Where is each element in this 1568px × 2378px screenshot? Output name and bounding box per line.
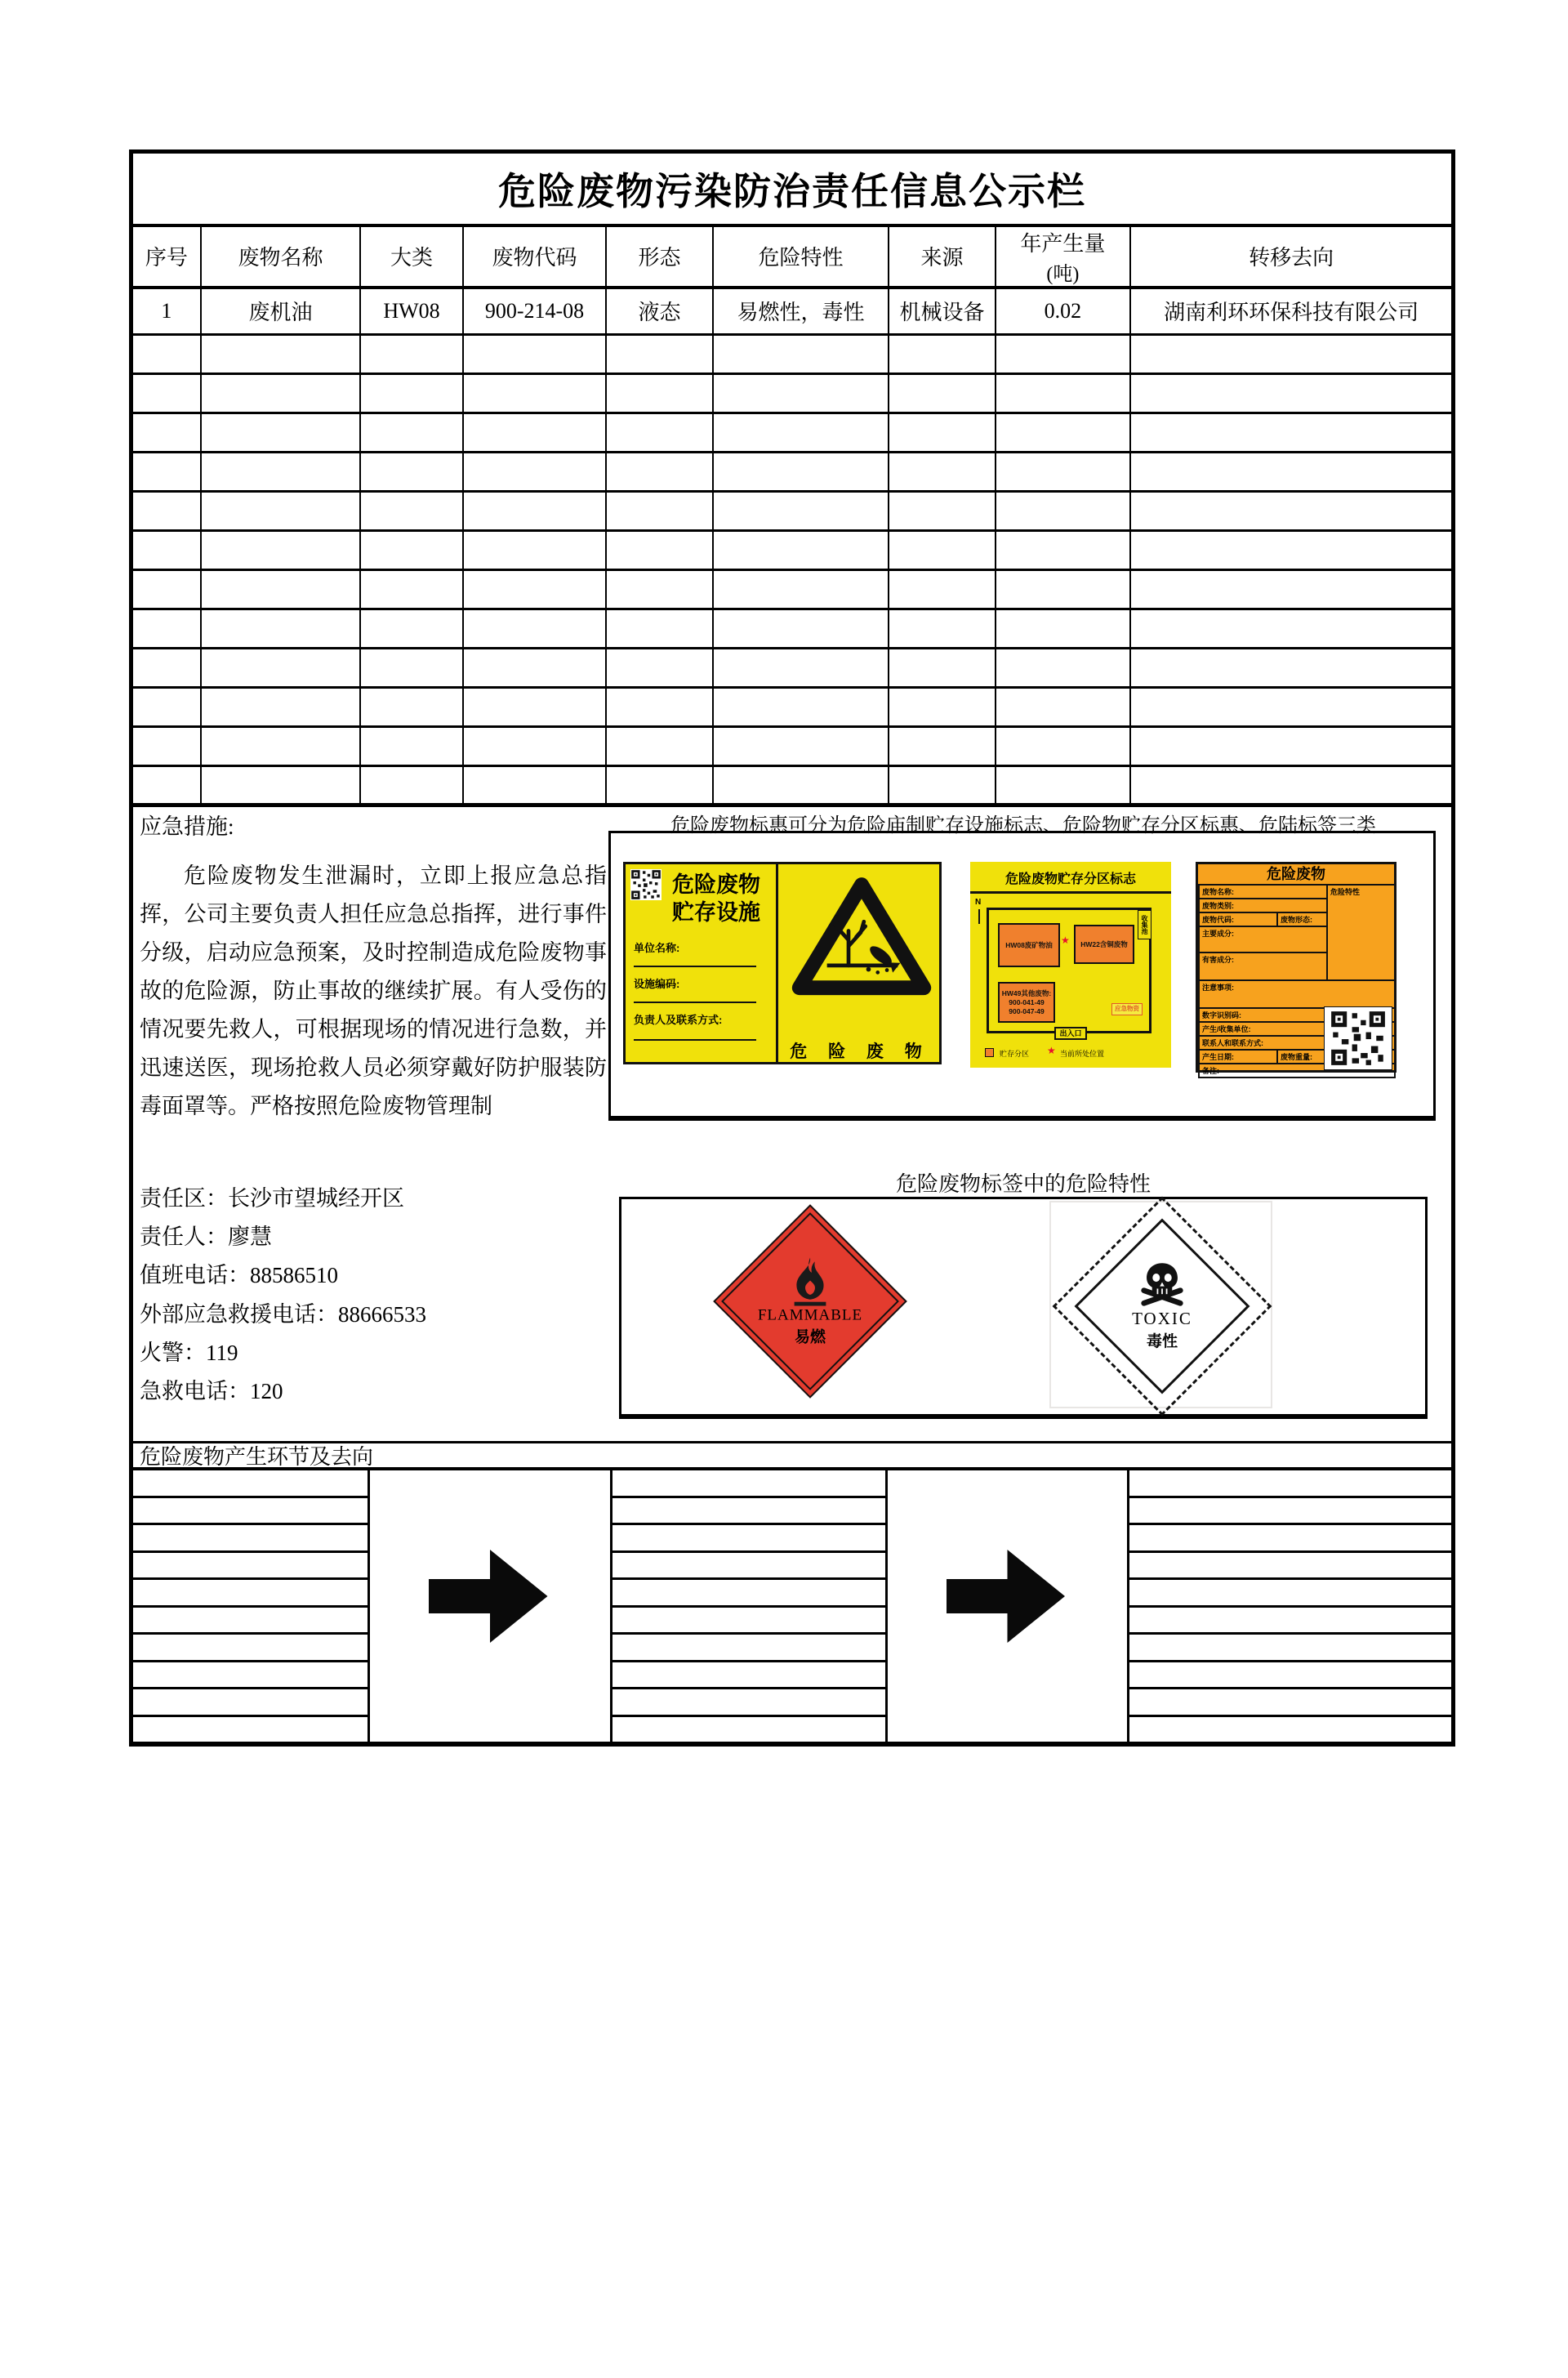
empty-cell — [1130, 649, 1453, 688]
empty-cell — [1130, 335, 1453, 374]
empty-cell — [606, 335, 712, 374]
duty-phone: 值班电话：88586510 — [140, 1263, 338, 1287]
flow-row — [1129, 1580, 1451, 1608]
empty-cell — [1130, 492, 1453, 531]
empty-table-row — [131, 453, 1454, 492]
arrow-right-icon — [947, 1535, 1069, 1657]
north-indicator: N — [975, 898, 982, 907]
empty-cell — [606, 688, 712, 727]
hazard-characteristics-title: 危险废物标签中的危险特性 — [895, 1172, 1151, 1196]
flow-section — [129, 1470, 1455, 1747]
empty-cell — [463, 766, 607, 805]
empty-cell — [996, 413, 1131, 453]
empty-table-row — [131, 766, 1454, 805]
unit-name-field: 单位名称: — [634, 942, 680, 954]
empty-cell — [996, 688, 1131, 727]
responsible-contact-field: 负责人及联系方式: — [634, 1014, 723, 1026]
flow-row — [1129, 1498, 1451, 1526]
col-header-index: 序号 — [131, 225, 201, 288]
flow-row — [133, 1470, 368, 1498]
tag-field-form: 废物形态: — [1277, 912, 1327, 926]
empty-cell — [360, 688, 462, 727]
empty-cell — [463, 688, 607, 727]
tag-field-category: 废物类别: — [1199, 899, 1327, 912]
flow-row — [612, 1689, 885, 1717]
responsibility-area: 责任区：长沙市望城经开区 — [140, 1186, 404, 1211]
empty-table-row — [131, 413, 1454, 453]
annual-output-unit: (吨) — [1046, 263, 1080, 285]
flow-row — [612, 1580, 885, 1608]
flow-row — [133, 1717, 368, 1742]
empty-cell — [201, 335, 361, 374]
empty-cell — [360, 413, 462, 453]
empty-cell — [606, 453, 712, 492]
emergency-measures-label: 应急措施: — [140, 814, 234, 839]
flow-row — [133, 1553, 368, 1581]
empty-cell — [201, 609, 361, 649]
flow-row — [133, 1635, 368, 1662]
skull-crossbones-icon — [1133, 1261, 1192, 1309]
storage-label-title: 危险废物 贮存设施 — [672, 872, 760, 925]
storage-label-bottom-text: 危 险 废 物 — [790, 1042, 930, 1061]
blank-line — [634, 966, 756, 967]
empty-cell — [889, 609, 995, 649]
empty-cell — [201, 727, 361, 766]
empty-cell — [889, 413, 995, 453]
empty-cell — [463, 335, 607, 374]
north-arrow-icon — [978, 909, 980, 924]
empty-cell — [360, 531, 462, 570]
empty-cell — [889, 453, 995, 492]
empty-cell — [1130, 609, 1453, 649]
empty-cell — [131, 374, 201, 413]
qr-code-icon — [630, 869, 662, 900]
toxic-panel — [1049, 1201, 1272, 1408]
tag-field-notes: 注意事项: — [1199, 980, 1395, 1008]
table-title-row — [131, 152, 1454, 225]
empty-cell — [996, 335, 1131, 374]
empty-table-row — [131, 688, 1454, 727]
empty-cell — [1130, 453, 1453, 492]
star-legend-text: 当前所处位置 — [1060, 1050, 1105, 1058]
empty-cell — [606, 413, 712, 453]
empty-cell — [1130, 374, 1453, 413]
empty-cell — [713, 649, 889, 688]
tag-field-code: 废物代码: — [1199, 912, 1277, 926]
empty-cell — [889, 688, 995, 727]
empty-cell — [606, 609, 712, 649]
flow-section-heading: 危险废物产生环节及去向 — [129, 1441, 1455, 1470]
empty-cell — [131, 335, 201, 374]
toxic-en-text: TOXIC — [1132, 1309, 1192, 1328]
tag-field-date: 产生日期: — [1199, 1050, 1277, 1064]
empty-cell — [606, 570, 712, 609]
empty-cell — [463, 727, 607, 766]
empty-cell — [996, 492, 1131, 531]
blank-line — [634, 1002, 756, 1003]
tag-field-name: 废物名称: — [1199, 885, 1327, 899]
empty-cell — [713, 688, 889, 727]
empty-cell — [889, 766, 995, 805]
empty-cell — [131, 453, 201, 492]
zoning-sign-label — [970, 862, 1171, 1068]
flow-row — [1129, 1525, 1451, 1553]
col-header-waste-name: 废物名称 — [201, 225, 361, 288]
empty-cell — [713, 453, 889, 492]
empty-cell — [360, 335, 462, 374]
page-title: 危险废物污染防治责任信息公示栏 — [131, 152, 1454, 225]
zone-hw49: HW49其他废物: 900-041-49 900-047-49 — [998, 982, 1055, 1023]
empty-cell — [463, 609, 607, 649]
flow-row — [133, 1498, 368, 1526]
empty-cell — [463, 453, 607, 492]
flow-column-destination — [1129, 1470, 1451, 1742]
flow-row — [133, 1662, 368, 1690]
flow-gap — [888, 1470, 1129, 1742]
empty-cell — [201, 413, 361, 453]
flow-column-source — [133, 1470, 370, 1742]
hazard-signs-box — [608, 831, 1436, 1121]
empty-cell — [996, 766, 1131, 805]
tag-field-digital-id: 数字识别码: — [1199, 1008, 1395, 1022]
cell-category: HW08 — [360, 288, 462, 335]
empty-cell — [1130, 688, 1453, 727]
cell-waste-code: 900-214-08 — [463, 288, 607, 335]
medical-phone: 急救电话：120 — [140, 1379, 283, 1403]
flammable-content — [720, 1256, 900, 1347]
empty-cell — [996, 727, 1131, 766]
col-header-transfer: 转移去向 — [1130, 225, 1453, 288]
empty-cell — [606, 649, 712, 688]
flow-row — [612, 1498, 885, 1526]
flow-row — [612, 1635, 885, 1662]
flow-row — [1129, 1717, 1451, 1742]
flame-icon — [783, 1256, 837, 1307]
flow-row — [1129, 1689, 1451, 1717]
flow-row — [1129, 1662, 1451, 1690]
empty-cell — [713, 374, 889, 413]
empty-cell — [889, 531, 995, 570]
zone-legend-text: 贮存分区 — [1000, 1050, 1030, 1058]
blank-line — [634, 1039, 756, 1041]
empty-cell — [131, 649, 201, 688]
empty-cell — [713, 492, 889, 531]
tag-field-weight: 废物重量: — [1277, 1050, 1395, 1064]
waste-tag-label — [1196, 862, 1396, 1073]
empty-cell — [360, 609, 462, 649]
empty-cell — [360, 727, 462, 766]
cell-hazard: 易燃性，毒性 — [713, 288, 889, 335]
tag-field-harmful: 有害成分: — [1199, 953, 1327, 980]
cell-index: 1 — [131, 288, 201, 335]
empty-cell — [996, 570, 1131, 609]
empty-cell — [713, 531, 889, 570]
signs-intro-text: 危险废物标惠可分为危险庙制贮存设施标志、危险物贮存分区标惠、危陆标签三类 — [670, 815, 1376, 837]
empty-cell — [131, 766, 201, 805]
toxic-diamond — [1075, 1219, 1250, 1394]
zone-hw08: HW08废矿物油 — [998, 923, 1060, 967]
empty-cell — [713, 335, 889, 374]
flow-row — [1129, 1470, 1451, 1498]
zone-hw22: HW22含铜废物 — [1074, 925, 1134, 964]
col-header-form: 形态 — [606, 225, 712, 288]
empty-cell — [606, 374, 712, 413]
empty-table-row — [131, 531, 1454, 570]
empty-cell — [889, 335, 995, 374]
empty-cell — [201, 374, 361, 413]
empty-cell — [360, 570, 462, 609]
empty-table-row — [131, 727, 1454, 766]
empty-cell — [713, 570, 889, 609]
tag-field-remark: 备注: — [1199, 1064, 1395, 1077]
empty-cell — [713, 727, 889, 766]
environment-hazard-triangle-icon — [786, 872, 938, 1003]
tag-field-producer: 产生/收集单位: — [1199, 1022, 1395, 1036]
empty-table-row — [131, 609, 1454, 649]
empty-cell — [889, 727, 995, 766]
collection-pool: 收集池 — [1138, 910, 1152, 939]
divider — [970, 891, 1171, 894]
empty-cell — [201, 649, 361, 688]
flammable-diamond — [713, 1204, 907, 1399]
empty-cell — [131, 531, 201, 570]
flammable-en-text: FLAMMABLE — [757, 1306, 863, 1324]
cell-transfer: 湖南利环环保科技有限公司 — [1130, 288, 1453, 335]
empty-cell — [201, 453, 361, 492]
empty-table-row — [131, 335, 1454, 374]
flow-row — [1129, 1553, 1451, 1581]
empty-cell — [360, 374, 462, 413]
empty-cell — [889, 649, 995, 688]
empty-cell — [1130, 570, 1453, 609]
entrance: 出入口 — [1054, 1027, 1087, 1040]
arrow-right-icon — [429, 1535, 551, 1657]
current-location-star-icon: ★ — [1061, 935, 1070, 946]
empty-cell — [889, 374, 995, 413]
responsibility-person: 责任人：廖慧 — [140, 1225, 272, 1249]
empty-cell — [889, 570, 995, 609]
storage-zone-map — [987, 908, 1152, 1037]
flow-row — [612, 1470, 885, 1498]
flow-row — [612, 1717, 885, 1742]
empty-cell — [131, 492, 201, 531]
zoning-label-title: 危险废物贮存分区标志 — [1004, 872, 1136, 886]
empty-cell — [131, 727, 201, 766]
empty-cell — [889, 492, 995, 531]
facility-code-field: 设施编码: — [634, 978, 680, 990]
col-header-category: 大类 — [360, 225, 462, 288]
empty-cell — [463, 492, 607, 531]
empty-table-row — [131, 649, 1454, 688]
empty-table-row — [131, 374, 1454, 413]
col-header-waste-code: 废物代码 — [463, 225, 607, 288]
tag-field-main: 主要成分: — [1199, 926, 1327, 953]
empty-cell — [201, 492, 361, 531]
empty-cell — [606, 492, 712, 531]
emergency-measures-paragraph: 危险废物发生泄漏时，立即上报应急总指挥，公司主要负责人担任应急总指挥，进行事件分级，启动应急预案，及时控制造成危险废物事故的危险源，防止事故的继续扩展。有人受伤的情况要先救人，可根据现场的情况进行急数，并迅速送医，现场抢救人员必须穿戴好防护服装防毒面罩等。严格按照危险废物管理制 — [140, 863, 607, 1118]
zone-legend-swatch — [985, 1048, 994, 1057]
flow-row — [1129, 1608, 1451, 1635]
tag-field-contact: 联系人和联系方式: — [1199, 1036, 1395, 1050]
empty-cell — [1130, 727, 1453, 766]
empty-cell — [463, 531, 607, 570]
toxic-content — [1072, 1261, 1252, 1351]
waste-tag-title: 危险废物 — [1267, 866, 1325, 882]
empty-cell — [996, 531, 1131, 570]
external-rescue-phone: 外部应急救援电话：88666533 — [140, 1302, 426, 1327]
empty-cell — [996, 609, 1131, 649]
emergency-supplies: 应急物资 — [1111, 1003, 1143, 1015]
empty-table-row — [131, 570, 1454, 609]
col-header-annual-output — [996, 225, 1131, 288]
fire-phone: 火警：119 — [140, 1341, 238, 1365]
flammable-zh-text: 易燃 — [794, 1328, 826, 1346]
empty-cell — [1130, 531, 1453, 570]
cell-waste-name: 废机油 — [201, 288, 361, 335]
flow-column-process — [612, 1470, 888, 1742]
flow-row — [612, 1525, 885, 1553]
empty-cell — [1130, 766, 1453, 805]
empty-cell — [1130, 413, 1453, 453]
empty-cell — [606, 531, 712, 570]
annual-output-label: 年产生量 — [1020, 231, 1106, 256]
table-row — [131, 288, 1454, 335]
cell-annual-output: 0.02 — [996, 288, 1131, 335]
empty-cell — [463, 570, 607, 609]
empty-cell — [131, 688, 201, 727]
empty-table-row — [131, 492, 1454, 531]
empty-cell — [201, 766, 361, 805]
empty-cell — [360, 492, 462, 531]
empty-cell — [996, 453, 1131, 492]
map-legend — [983, 1046, 1163, 1060]
empty-cell — [713, 413, 889, 453]
flow-row — [133, 1608, 368, 1635]
flow-row — [133, 1580, 368, 1608]
notice-sheet — [129, 149, 1455, 1747]
star-legend-icon: ★ — [1047, 1045, 1056, 1056]
cell-source: 机械设备 — [889, 288, 995, 335]
middle-section — [129, 807, 1455, 1441]
empty-cell — [360, 453, 462, 492]
empty-cell — [201, 570, 361, 609]
empty-cell — [360, 649, 462, 688]
flow-row — [612, 1553, 885, 1581]
empty-cell — [606, 766, 712, 805]
flow-row — [133, 1525, 368, 1553]
flow-row — [612, 1662, 885, 1690]
qr-code-icon — [1324, 1006, 1392, 1070]
col-header-source: 来源 — [889, 225, 995, 288]
empty-cell — [463, 649, 607, 688]
col-header-hazard: 危险特性 — [713, 225, 889, 288]
flow-row — [612, 1608, 885, 1635]
flow-gap — [370, 1470, 612, 1742]
empty-cell — [131, 609, 201, 649]
empty-cell — [201, 688, 361, 727]
label-divider — [776, 864, 778, 1062]
empty-cell — [131, 570, 201, 609]
tag-hazard-property: 危险特性 — [1327, 885, 1395, 980]
empty-cell — [713, 609, 889, 649]
empty-cell — [606, 727, 712, 766]
hazard-characteristics-box — [619, 1197, 1428, 1419]
empty-cell — [713, 766, 889, 805]
empty-cell — [996, 649, 1131, 688]
empty-cell — [463, 413, 607, 453]
flow-row — [133, 1689, 368, 1717]
empty-cell — [360, 766, 462, 805]
flow-row — [1129, 1635, 1451, 1662]
cell-form: 液态 — [606, 288, 712, 335]
empty-cell — [131, 413, 201, 453]
empty-cell — [201, 531, 361, 570]
storage-facility-label — [623, 862, 942, 1064]
table-header-row — [131, 225, 1454, 288]
toxic-zh-text: 毒性 — [1146, 1333, 1178, 1350]
waste-register-table — [129, 149, 1455, 807]
empty-cell — [463, 374, 607, 413]
empty-cell — [996, 374, 1131, 413]
